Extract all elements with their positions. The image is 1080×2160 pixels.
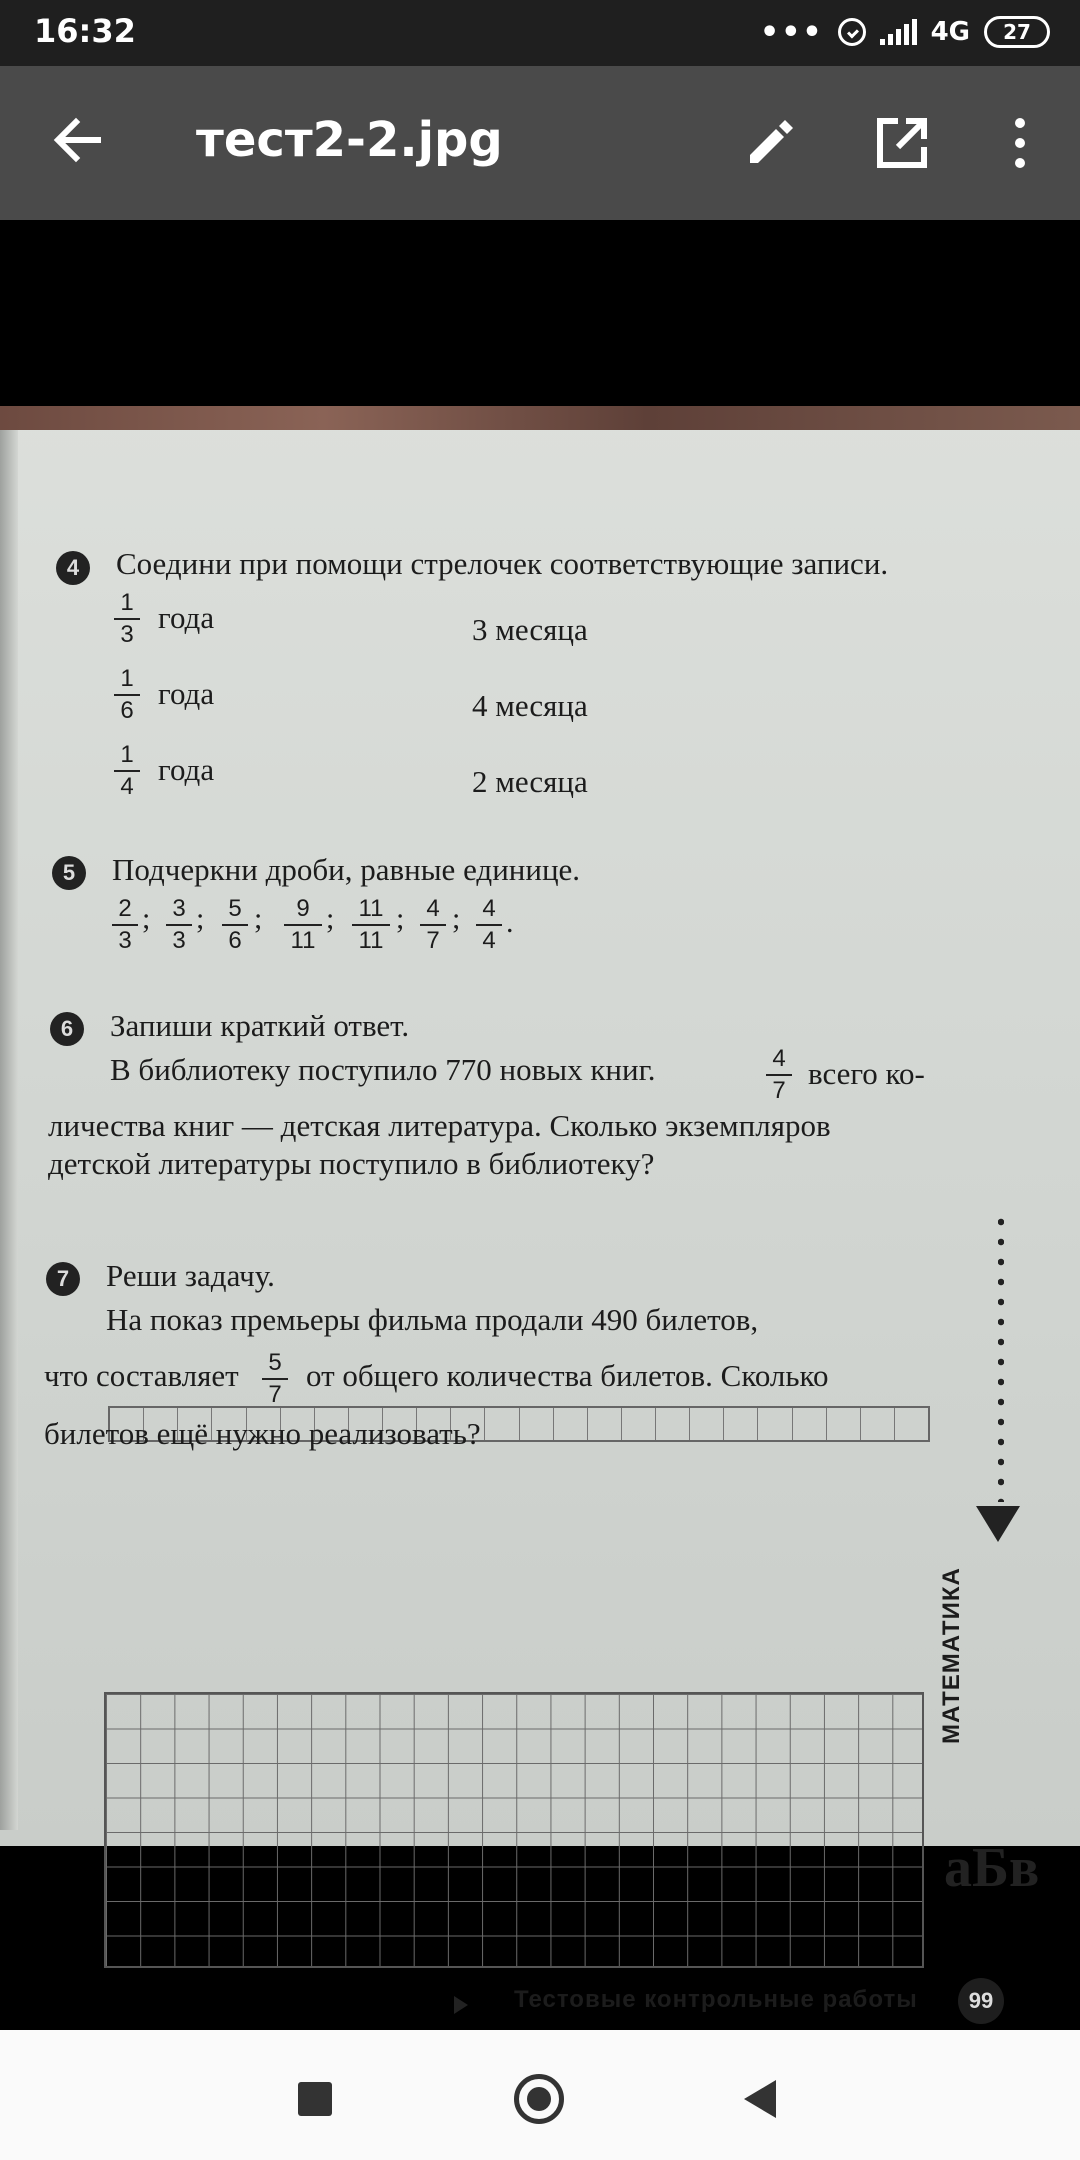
separator: ; xyxy=(142,902,151,935)
separator: ; xyxy=(196,902,205,935)
battery-icon xyxy=(984,16,1050,48)
signal-icon xyxy=(880,19,917,45)
image-viewer[interactable] xyxy=(0,220,1080,2030)
fraction: 3 3 xyxy=(166,896,192,954)
fraction: 1 4 xyxy=(114,742,140,800)
fraction: 4 4 xyxy=(476,896,502,954)
publisher-logo: аБв xyxy=(944,1837,1040,1899)
separator: ; xyxy=(396,902,405,935)
fraction: 1 3 xyxy=(114,590,140,648)
unit-label: года xyxy=(158,752,215,787)
task-number-badge: 7 xyxy=(46,1262,80,1296)
fraction: 4 7 xyxy=(766,1046,792,1104)
unit-label: года xyxy=(158,676,215,711)
back-button[interactable] xyxy=(744,2080,776,2118)
task6-line1: В библиотеку поступило 770 новых книг. xyxy=(110,1052,656,1087)
more-notifications-icon: ••• xyxy=(760,14,824,50)
network-type: 4G xyxy=(930,17,970,47)
task6-line2: личества книг — детская литература. Сколько экземпляров xyxy=(48,1108,831,1143)
task4-text: Соедини при помощи стрелочек соответствующие записи. xyxy=(116,546,889,581)
task5-text: Подчеркни дроби, равные единице. xyxy=(112,852,581,887)
workbook-page xyxy=(0,406,1080,2013)
match-option: 3 месяца xyxy=(472,612,588,647)
fraction: 5 7 xyxy=(262,1350,288,1408)
fraction: 5 6 xyxy=(222,896,248,954)
task7-line3: билетов ещё нужно реализовать? xyxy=(44,1416,481,1451)
status-bar xyxy=(0,0,1080,66)
navigation-bar xyxy=(0,2030,1080,2160)
recents-button[interactable] xyxy=(298,2082,332,2116)
task7-line2-end: от общего количества билетов. Сколько xyxy=(306,1358,829,1393)
back-arrow-icon[interactable] xyxy=(46,108,110,172)
arrow-down-icon xyxy=(976,1506,1020,1542)
page-shadow xyxy=(0,430,18,1830)
status-time: 16:32 xyxy=(34,12,136,50)
task7-line1: На показ премьеры фильма продали 490 билетов, xyxy=(106,1302,759,1337)
footer-arrow-icon xyxy=(454,1996,468,2014)
separator: ; xyxy=(254,902,263,935)
match-option: 4 месяца xyxy=(472,688,588,723)
open-external-icon[interactable] xyxy=(870,111,934,175)
footer-text: Тестовые контрольные работы xyxy=(514,1986,918,2013)
book-edge xyxy=(0,406,1080,430)
task7-title: Реши задачу. xyxy=(106,1258,275,1293)
fraction: 11 11 xyxy=(352,896,390,954)
task-number-badge: 5 xyxy=(52,856,86,890)
task6-title: Запиши краткий ответ. xyxy=(110,1008,410,1043)
task6-line1-end: всего ко- xyxy=(808,1056,925,1091)
separator: ; xyxy=(326,902,335,935)
task7-line2: что составляет xyxy=(44,1358,239,1393)
task6-line3: детской литературы поступило в библиотеку? xyxy=(48,1146,655,1181)
page-number: 99 xyxy=(958,1978,1004,2024)
file-title: тест2-2.jpg xyxy=(196,112,503,168)
status-icons xyxy=(760,12,1050,52)
fraction: 2 3 xyxy=(112,896,138,954)
edit-pencil-icon[interactable] xyxy=(738,111,802,175)
dotted-guide xyxy=(998,1212,1004,1502)
task-number-badge: 6 xyxy=(50,1012,84,1046)
separator: . xyxy=(506,906,514,939)
task-number-badge: 4 xyxy=(56,551,90,585)
alarm-icon xyxy=(838,18,866,46)
more-options-icon[interactable] xyxy=(1000,111,1040,175)
fraction: 4 7 xyxy=(420,896,446,954)
battery-level: 27 xyxy=(1003,20,1031,44)
home-button[interactable] xyxy=(514,2074,564,2124)
app-bar xyxy=(0,66,1080,220)
solution-grid xyxy=(104,1692,924,1968)
separator: ; xyxy=(452,902,461,935)
subject-label: МАТЕМАТИКА xyxy=(938,1567,965,1744)
unit-label: года xyxy=(158,600,215,635)
match-option: 2 месяца xyxy=(472,764,588,799)
fraction: 9 11 xyxy=(284,896,322,954)
fraction: 1 6 xyxy=(114,666,140,724)
